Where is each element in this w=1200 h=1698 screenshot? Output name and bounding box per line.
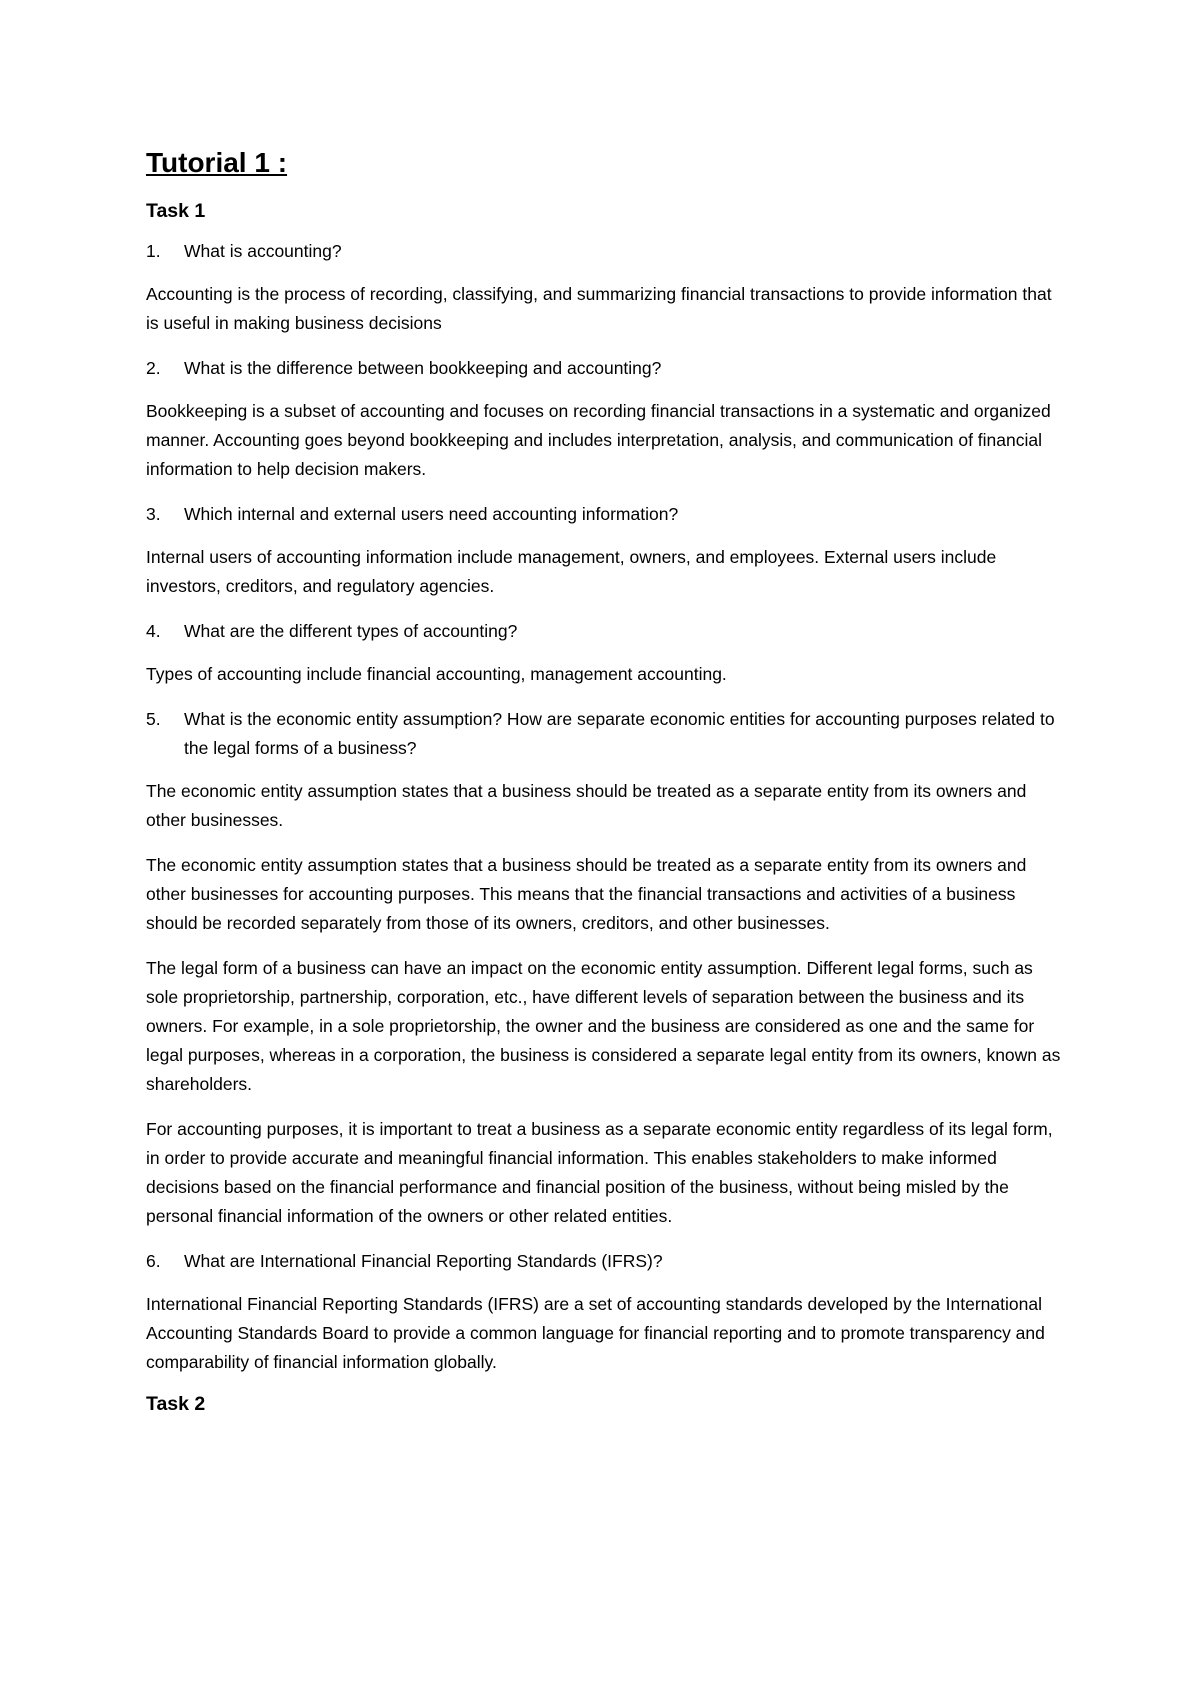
answer-paragraph: The economic entity assumption states that a business should be treated as a separate entity from its owners and other businesses. [146,780,1027,830]
question-number: 6. [146,1250,161,1271]
question-number: 5. [146,708,161,729]
question-5 [146,705,1066,763]
question-1 [146,237,1066,266]
answer-paragraph: The economic entity assumption states that a business should be treated as a separate entity from its owners and other businesses for accounting purposes. This means that the financial transactions and activities of a business should be recorded separately from those of its owners, creditors, and other businesses. [146,854,1027,933]
answer-paragraph: Internal users of accounting information include management, owners, and employees. External users include investors, creditors, and regulatory agencies. [146,546,997,596]
page-title: Tutorial 1 : [146,147,288,178]
question-text: What is the economic entity assumption? How are separate economic entities for accounting purposes related to the legal forms of a business? [184,708,1055,758]
question-text: What is the difference between bookkeeping and accounting? [184,357,662,378]
question-number: 4. [146,620,161,641]
answer-paragraph: International Financial Reporting Standards (IFRS) are a set of accounting standards developed by the International Accounting Standards Board to provide a common language for financial reporting and to promote transparency and comparability of financial information globally. [146,1293,1045,1372]
question-4 [146,617,1066,646]
answer-paragraph: Bookkeeping is a subset of accounting and focuses on recording financial transactions in a systematic and organized manner. Accounting goes beyond bookkeeping and includes interpretation, analysis, and communication of financial information to help decision makers. [146,400,1051,479]
answer-paragraph: For accounting purposes, it is important to treat a business as a separate economic entity regardless of its legal form, in order to provide accurate and meaningful financial information. This enables stakeholders to make informed decisions based on the financial performance and financial position of the business, without being misled by the personal financial information of the owners or other related entities. [146,1118,1053,1226]
answer-paragraph: The legal form of a business can have an impact on the economic entity assumption. Different legal forms, such as sole proprietorship, partnership, corporation, etc., have different levels of separation between the business and its owners. For example, in a sole proprietorship, the owner and the business are considered as one and the same for legal purposes, whereas in a corporation, the business is considered a separate legal entity from its owners, known as shareholders. [146,957,1061,1094]
answer-paragraph: Accounting is the process of recording, classifying, and summarizing financial transactions to provide information that is useful in making business decisions [146,283,1052,333]
question-text: What are the different types of accounting? [184,620,518,641]
question-number: 2. [146,357,161,378]
question-text: What is accounting? [184,240,342,261]
question-6 [146,1247,1066,1276]
question-number: 1. [146,240,161,261]
question-number: 3. [146,503,161,524]
question-3 [146,500,1066,529]
document-content [146,146,1066,1430]
question-text: What are International Financial Reporting Standards (IFRS)? [184,1250,663,1271]
answer-paragraph: Types of accounting include financial accounting, management accounting. [146,663,727,684]
question-2 [146,354,1066,383]
question-text: Which internal and external users need accounting information? [184,503,679,524]
task-2-heading: Task 2 [146,1392,206,1415]
task-1-heading: Task 1 [146,199,206,222]
